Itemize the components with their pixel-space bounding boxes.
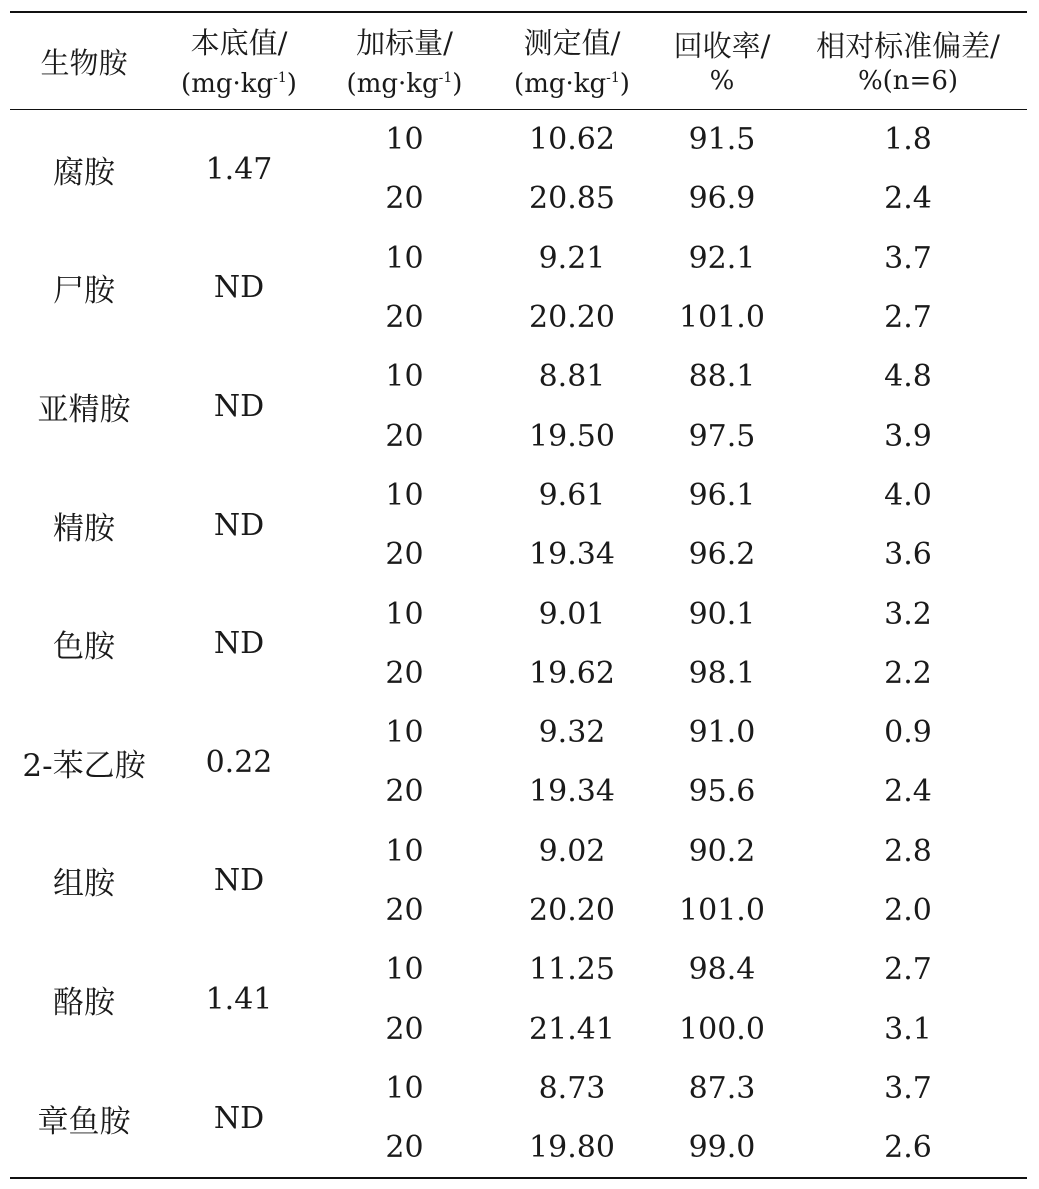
- cell-spike-amount: 10: [385, 359, 424, 395]
- cell-rsd: 3.6: [884, 537, 932, 573]
- cell-measured-value: 10.62: [529, 122, 615, 158]
- cell-measured-value: 21.41: [529, 1011, 615, 1047]
- cell-measured-value: 19.62: [529, 655, 615, 691]
- header-line1: 相对标准偏差/: [816, 29, 1000, 63]
- recovery-table: [10, 11, 1027, 1179]
- cell-recovery-rate: 97.5: [688, 418, 756, 454]
- cell-amine-name: 2-苯乙胺: [22, 747, 146, 784]
- cell-recovery-rate: 99.0: [688, 1130, 756, 1166]
- header-line1: 生物胺: [40, 46, 128, 80]
- cell-rsd: 3.1: [884, 1011, 932, 1047]
- cell-amine-name: 亚精胺: [37, 391, 131, 428]
- cell-background-value: ND: [213, 1100, 265, 1136]
- cell-background-value: 1.41: [205, 981, 273, 1017]
- cell-spike-amount: 20: [385, 300, 424, 336]
- header-unit-close: ): [619, 69, 630, 99]
- cell-recovery-rate: 98.1: [688, 655, 756, 691]
- cell-spike-amount: 20: [385, 1130, 424, 1166]
- table-row: [10, 229, 1027, 288]
- cell-amine-name: 章鱼胺: [37, 1103, 131, 1140]
- header-unit-close: ): [452, 69, 463, 99]
- cell-rsd: 2.4: [884, 774, 932, 810]
- header-background-value: [158, 12, 320, 110]
- cell-recovery-rate: 90.2: [688, 833, 756, 869]
- cell-spike-amount: 10: [385, 1070, 424, 1106]
- cell-spike-amount: 20: [385, 537, 424, 573]
- cell-measured-value: 11.25: [529, 952, 615, 988]
- table-row: [10, 1059, 1027, 1118]
- cell-rsd: 3.7: [884, 240, 932, 276]
- cell-recovery-rate: 101.0: [679, 300, 765, 336]
- table-row: [10, 703, 1027, 762]
- cell-recovery-rate: 90.1: [688, 596, 756, 632]
- cell-recovery-rate: 88.1: [688, 359, 756, 395]
- cell-measured-value: 9.61: [538, 477, 606, 513]
- cell-background-value: 1.47: [205, 151, 273, 187]
- cell-rsd: 1.8: [884, 122, 932, 158]
- header-unit-text: (mg·kg: [346, 69, 439, 99]
- header-line1: 测定值/: [523, 26, 621, 60]
- header-line1: 加标量/: [356, 26, 453, 60]
- cell-background-value: ND: [213, 270, 265, 306]
- header-unit-exponent: -1: [606, 70, 620, 86]
- cell-recovery-rate: 101.0: [679, 893, 765, 928]
- cell-amine-name: 酪胺: [53, 984, 115, 1021]
- header-unit-close: ): [286, 69, 297, 99]
- header-unit-text: (mg·kg: [514, 69, 607, 99]
- cell-background-value: ND: [213, 507, 265, 543]
- header-rsd: [789, 12, 1027, 110]
- header-biogenic-amine: [10, 12, 158, 110]
- cell-amine-name: 精胺: [53, 510, 115, 547]
- header-spike-amount: [320, 12, 489, 110]
- cell-recovery-rate: 98.4: [688, 952, 756, 988]
- cell-measured-value: 8.73: [538, 1070, 606, 1106]
- cell-recovery-rate: 96.9: [688, 181, 756, 217]
- cell-spike-amount: 10: [385, 952, 424, 988]
- recovery-table-container: [10, 11, 1027, 1179]
- cell-rsd: 3.9: [884, 418, 932, 454]
- cell-rsd: 2.2: [884, 655, 932, 691]
- cell-rsd: 2.6: [884, 1130, 932, 1166]
- cell-rsd: 0.9: [884, 715, 932, 751]
- cell-spike-amount: 10: [385, 122, 424, 158]
- cell-background-value: 0.22: [205, 744, 273, 780]
- cell-rsd: 3.2: [884, 596, 932, 632]
- header-row: [10, 12, 1027, 110]
- cell-spike-amount: 20: [385, 181, 424, 217]
- cell-spike-amount: 10: [385, 596, 424, 632]
- cell-measured-value: 19.80: [529, 1130, 615, 1166]
- cell-measured-value: 9.21: [538, 240, 606, 276]
- table-header: [10, 12, 1027, 110]
- cell-rsd: 4.0: [884, 477, 932, 513]
- cell-amine-name: 色胺: [53, 629, 115, 666]
- cell-spike-amount: 10: [385, 240, 424, 276]
- cell-measured-value: 20.20: [529, 893, 615, 928]
- cell-rsd: 3.7: [884, 1070, 932, 1106]
- cell-measured-value: 9.32: [538, 715, 606, 751]
- cell-rsd: 2.8: [884, 833, 932, 869]
- header-measured-value: [489, 12, 655, 110]
- table-body: [10, 110, 1027, 1179]
- cell-rsd: 4.8: [884, 359, 932, 395]
- cell-spike-amount: 20: [385, 655, 424, 691]
- cell-measured-value: 20.85: [529, 181, 615, 217]
- cell-amine-name: 尸胺: [53, 273, 115, 310]
- cell-recovery-rate: 87.3: [688, 1070, 756, 1106]
- cell-recovery-rate: 91.5: [688, 122, 756, 158]
- cell-background-value: ND: [213, 626, 265, 662]
- cell-background-value: ND: [213, 388, 265, 424]
- header-unit-exponent: -1: [438, 70, 453, 86]
- cell-recovery-rate: 100.0: [679, 1011, 765, 1047]
- cell-recovery-rate: 96.2: [688, 537, 756, 573]
- cell-spike-amount: 20: [385, 418, 424, 454]
- cell-recovery-rate: 91.0: [688, 715, 756, 751]
- cell-spike-amount: 10: [385, 833, 424, 869]
- cell-measured-value: 20.20: [529, 300, 615, 336]
- header-line1: 本底值/: [190, 26, 288, 60]
- cell-measured-value: 19.34: [529, 774, 615, 810]
- cell-background-value: ND: [213, 863, 265, 899]
- cell-spike-amount: 10: [385, 477, 424, 513]
- cell-measured-value: 9.01: [538, 596, 606, 632]
- cell-measured-value: 19.34: [529, 537, 615, 573]
- cell-rsd: 2.7: [884, 300, 932, 336]
- cell-measured-value: 9.02: [538, 833, 606, 869]
- cell-spike-amount: 20: [385, 1011, 424, 1047]
- cell-amine-name: 腐胺: [53, 154, 115, 191]
- cell-recovery-rate: 96.1: [688, 477, 756, 513]
- header-unit: [158, 61, 320, 101]
- cell-measured-value: 8.81: [538, 359, 606, 395]
- cell-rsd: 2.0: [884, 893, 932, 928]
- cell-spike-amount: 20: [385, 774, 424, 810]
- cell-recovery-rate: 92.1: [688, 240, 756, 276]
- cell-measured-value: 19.50: [529, 418, 615, 454]
- table-row: [10, 584, 1027, 643]
- table-row: [10, 466, 1027, 525]
- header-unit-text: (mg·kg: [181, 69, 274, 99]
- cell-recovery-rate: 95.6: [688, 774, 756, 810]
- table-row: [10, 347, 1027, 406]
- header-unit: [489, 61, 655, 101]
- cell-rsd: 2.7: [884, 952, 932, 988]
- table-row: [10, 110, 1027, 170]
- cell-rsd: 2.4: [884, 181, 932, 217]
- header-unit: %: [709, 66, 735, 96]
- table-row: [10, 822, 1027, 881]
- header-unit: %(n=6): [857, 66, 959, 96]
- header-unit: [320, 61, 489, 101]
- cell-spike-amount: 20: [385, 893, 424, 928]
- table-row: [10, 940, 1027, 999]
- header-unit-exponent: -1: [273, 70, 287, 86]
- header-line1: 回收率/: [673, 29, 771, 63]
- header-recovery-rate: [655, 12, 789, 110]
- cell-spike-amount: 10: [385, 715, 424, 751]
- cell-amine-name: 组胺: [53, 866, 115, 903]
